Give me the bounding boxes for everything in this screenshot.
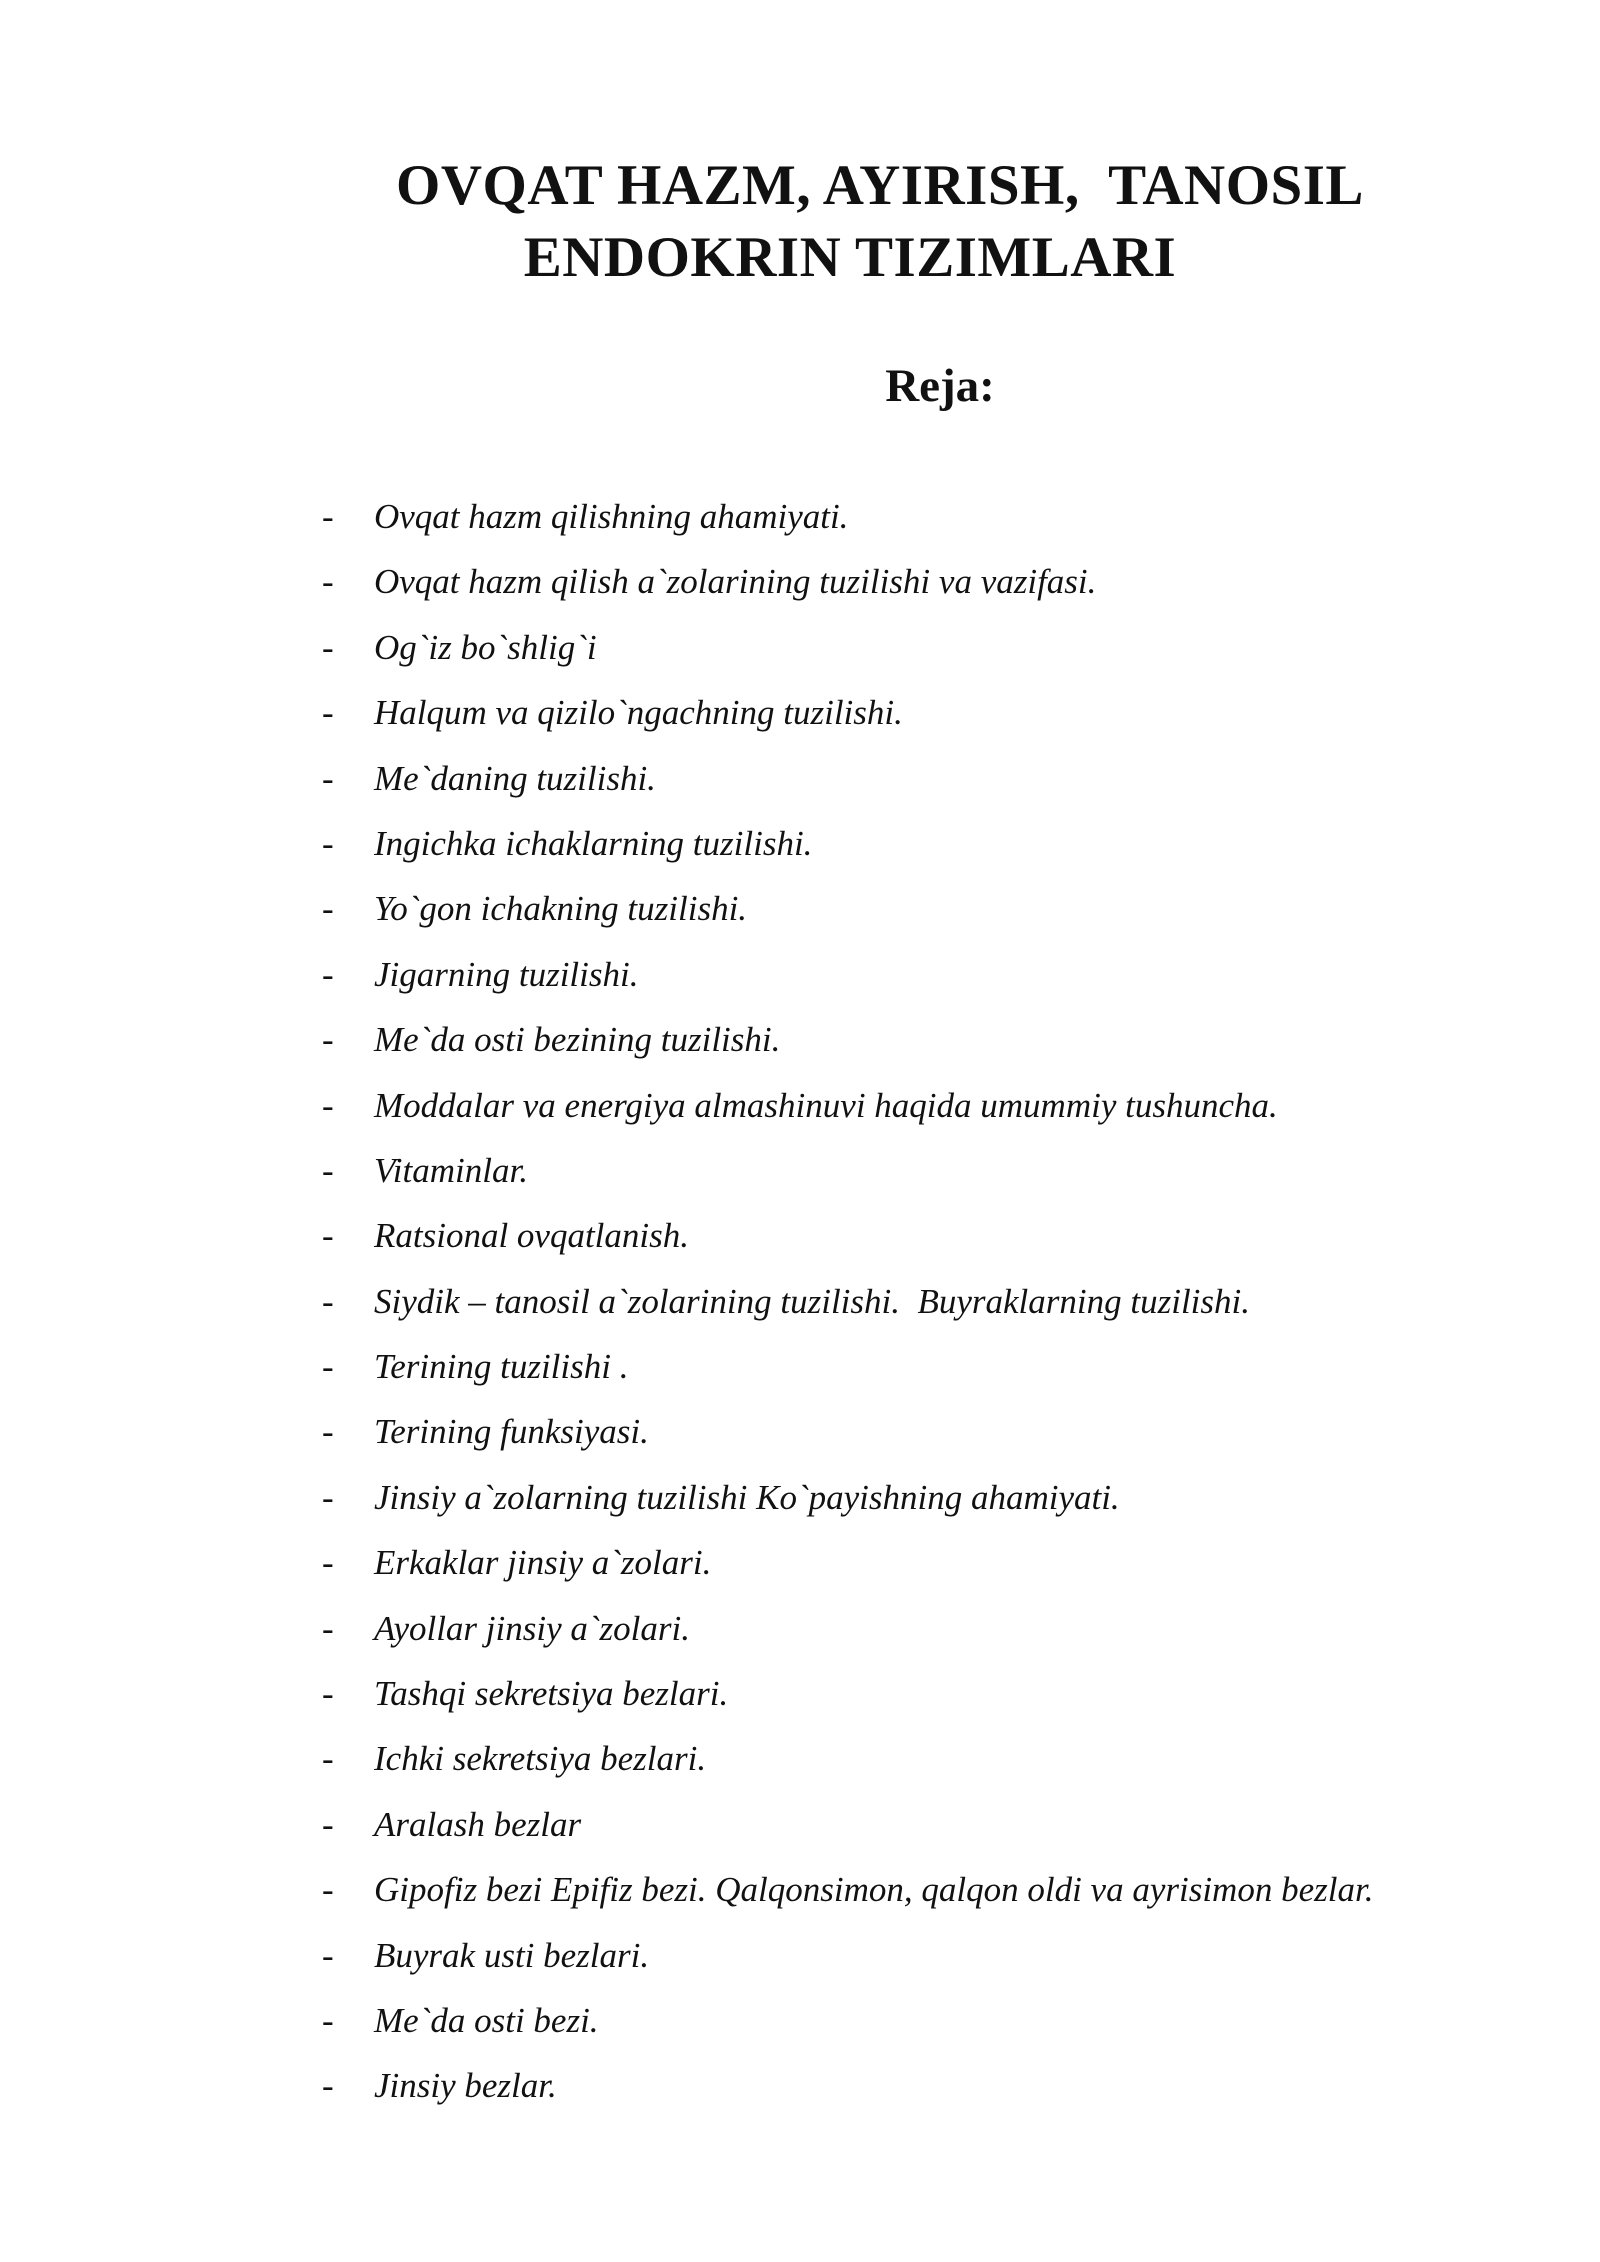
dash-bullet: - [322, 823, 334, 863]
plan-item [322, 1800, 1562, 1865]
dash-bullet: - [322, 1543, 334, 1583]
dash-bullet: - [322, 1412, 334, 1452]
plan-item-text: Moddalar va energiya almashinuvi haqida umummiy tushuncha. [374, 1085, 1278, 1125]
plan-item [322, 819, 1562, 884]
plan-item-text: Gipofiz bezi Epifiz bezi. Qalqonsimon, qalqon oldi va ayrisimon bezlar. [374, 1870, 1374, 1910]
dash-bullet: - [322, 1020, 334, 1060]
dash-bullet: - [322, 1085, 334, 1125]
plan-item [322, 1996, 1562, 2061]
plan-item-text: Jinsiy a`zolarning tuzilishi Ko`payishning ahamiyati. [374, 1477, 1120, 1517]
plan-heading: Reja: [885, 360, 995, 412]
plan-item-text: Tashqi sekretsiya bezlari. [374, 1674, 729, 1714]
plan-item-text: Yo`gon ichakning tuzilishi. [374, 889, 748, 929]
plan-item [322, 2061, 1562, 2126]
plan-item [322, 1734, 1562, 1799]
plan-item-text: Siydik – tanosil a`zolarining tuzilishi. Buyraklarning tuzilishi. [374, 1281, 1250, 1321]
document-title [330, 150, 1430, 294]
dash-bullet: - [322, 1804, 334, 1844]
dash-bullet: - [322, 693, 334, 733]
dash-bullet: - [322, 1477, 334, 1517]
dash-bullet: - [322, 954, 334, 994]
dash-bullet: - [322, 1870, 334, 1910]
dash-bullet: - [322, 1281, 334, 1321]
dash-bullet: - [322, 758, 334, 798]
plan-item [322, 623, 1562, 688]
plan-item [322, 884, 1562, 949]
plan-item-text: Erkaklar jinsiy a`zolari. [374, 1543, 712, 1583]
plan-item-text: Me`da osti bezi. [374, 2000, 599, 2040]
dash-bullet: - [322, 562, 334, 602]
dash-bullet: - [322, 497, 334, 536]
plan-item [322, 1015, 1562, 1080]
plan-item [322, 1473, 1562, 1538]
plan-item [322, 950, 1562, 1015]
dash-bullet: - [322, 889, 334, 929]
dash-bullet: - [322, 1608, 334, 1648]
plan-item [322, 754, 1562, 819]
dash-bullet: - [322, 2066, 334, 2106]
plan-item [322, 1081, 1562, 1146]
plan-item-text: Buyrak usti bezlari. [374, 1935, 650, 1975]
plan-item-text: Me`daning tuzilishi. [374, 758, 656, 798]
plan-item-text: Ratsional ovqatlanish. [374, 1216, 689, 1256]
plan-item [322, 557, 1562, 622]
plan-item-text: Jinsiy bezlar. [374, 2066, 557, 2106]
plan-item [322, 1342, 1562, 1407]
dash-bullet: - [322, 2000, 334, 2040]
plan-item [322, 1669, 1562, 1734]
plan-item-text: Aralash bezlar [374, 1804, 582, 1844]
plan-item-text: Vitaminlar. [374, 1150, 528, 1190]
dash-bullet: - [322, 1739, 334, 1779]
plan-item [322, 1146, 1562, 1211]
title-line-1: OVQAT HAZM, AYIRISH, TANOSIL [396, 154, 1364, 217]
plan-item-text: Jigarning tuzilishi. [374, 954, 639, 994]
dash-bullet: - [322, 1216, 334, 1256]
plan-item-text: Ovqat hazm qilish a`zolarining tuzilishi va vazifasi. [374, 562, 1097, 602]
plan-item [322, 1538, 1562, 1603]
plan-item-text: Ichki sekretsiya bezlari. [374, 1739, 707, 1779]
plan-item-text: Ovqat hazm qilishning ahamiyati. [374, 497, 849, 536]
plan-item [322, 1407, 1562, 1472]
plan-item-text: Halqum va qizilo`ngachning tuzilishi. [374, 693, 903, 733]
plan-item [322, 1931, 1562, 1996]
plan-item [322, 1865, 1562, 1930]
title-line-2: ENDOKRIN TIZIMLARI [523, 226, 1177, 289]
plan-item-text: Terining tuzilishi . [374, 1347, 629, 1387]
plan-item [322, 1277, 1562, 1342]
dash-bullet: - [322, 627, 334, 667]
dash-bullet: - [322, 1150, 334, 1190]
plan-item [322, 1604, 1562, 1669]
plan-item [322, 688, 1562, 753]
plan-item [322, 1211, 1562, 1276]
plan-list [322, 492, 1562, 2127]
dash-bullet: - [322, 1347, 334, 1387]
plan-item-text: Ayollar jinsiy a`zolari. [374, 1608, 690, 1648]
dash-bullet: - [322, 1935, 334, 1975]
plan-item-text: Terining funksiyasi. [374, 1412, 649, 1452]
plan-item [322, 492, 1562, 557]
plan-item-text: Me`da osti bezining tuzilishi. [374, 1020, 781, 1060]
plan-item-text: Og`iz bo`shlig`i [374, 627, 597, 667]
plan-item-text: Ingichka ichaklarning tuzilishi. [374, 823, 813, 863]
dash-bullet: - [322, 1674, 334, 1714]
